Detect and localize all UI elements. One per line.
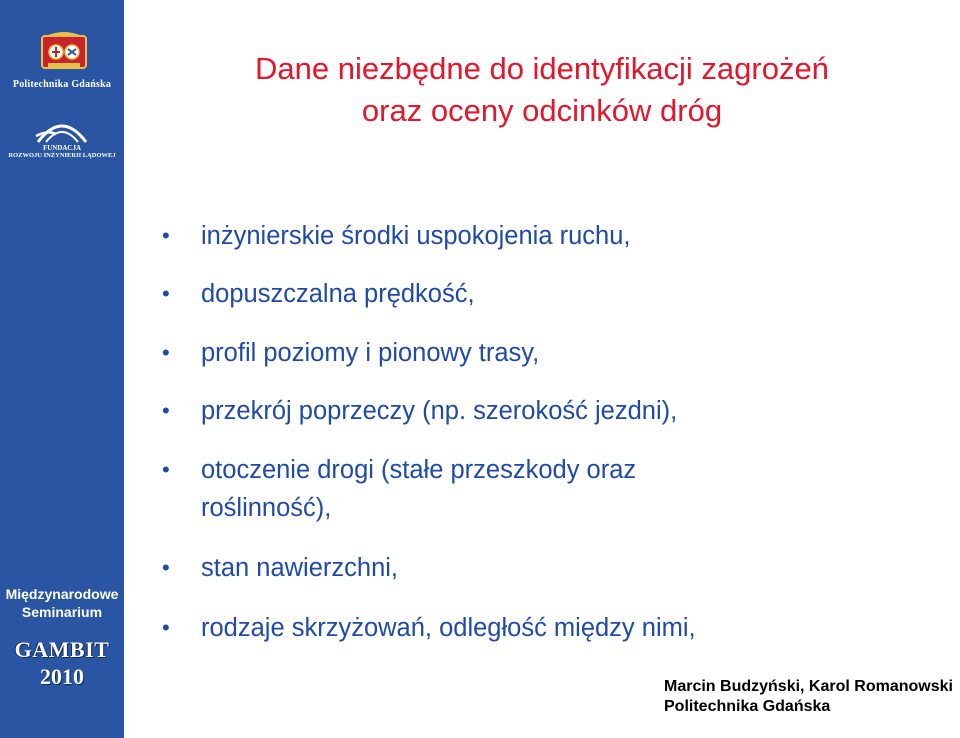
bullet-dot-icon: • xyxy=(162,223,170,248)
bullet-text-continued: roślinność), xyxy=(201,494,332,522)
seminar-label-line1: Międzynarodowe xyxy=(5,586,119,602)
bullet-text: rodzaje skrzyżowań, odległość między nimi, xyxy=(201,614,696,642)
university-label: Politechnika Gdańska xyxy=(12,79,112,90)
bullet-text: otoczenie drogi (stałe przeszkody oraz xyxy=(201,456,637,484)
event-name: GAMBIT xyxy=(14,637,110,662)
bullet-text: przekrój poprzeczy (np. szerokość jezdni), xyxy=(201,397,678,425)
bullet-dot-icon: • xyxy=(162,457,170,482)
slide-title-line1: Dane niezbędne do identyfikacji zagrożeń xyxy=(255,51,829,86)
bullet-text: stan nawierzchni, xyxy=(201,554,399,582)
bullet-dot-icon: • xyxy=(162,340,170,365)
foundation-name-line1: FUNDACJA xyxy=(42,144,82,152)
bullet-text: profil poziomy i pionowy trasy, xyxy=(201,339,540,367)
bullet-text: dopuszczalna prędkość, xyxy=(201,280,475,308)
slide-title xyxy=(124,48,960,132)
bullet-dot-icon: • xyxy=(162,555,170,580)
bullet-dot-icon: • xyxy=(162,615,170,640)
bullet-text: inżynierskie środki uspokojenia ruchu, xyxy=(201,222,631,250)
bullet-dot-icon: • xyxy=(162,398,170,423)
footer-institution: Politechnika Gdańska xyxy=(664,698,831,715)
footer-authors: Marcin Budzyński, Karol Romanowski xyxy=(664,678,953,695)
foundation-name-line2: ROZWOJU INŻYNIERII LĄDOWEJ xyxy=(8,152,116,159)
sidebar xyxy=(0,0,124,738)
bullet-dot-icon: • xyxy=(162,281,170,306)
foundation-bridge-logo-icon xyxy=(34,116,90,144)
university-crest-icon xyxy=(38,30,90,72)
seminar-label-line2: Seminarium xyxy=(21,604,103,620)
slide-title-line2: oraz oceny odcinków dróg xyxy=(361,93,723,128)
event-year: 2010 xyxy=(40,664,84,689)
